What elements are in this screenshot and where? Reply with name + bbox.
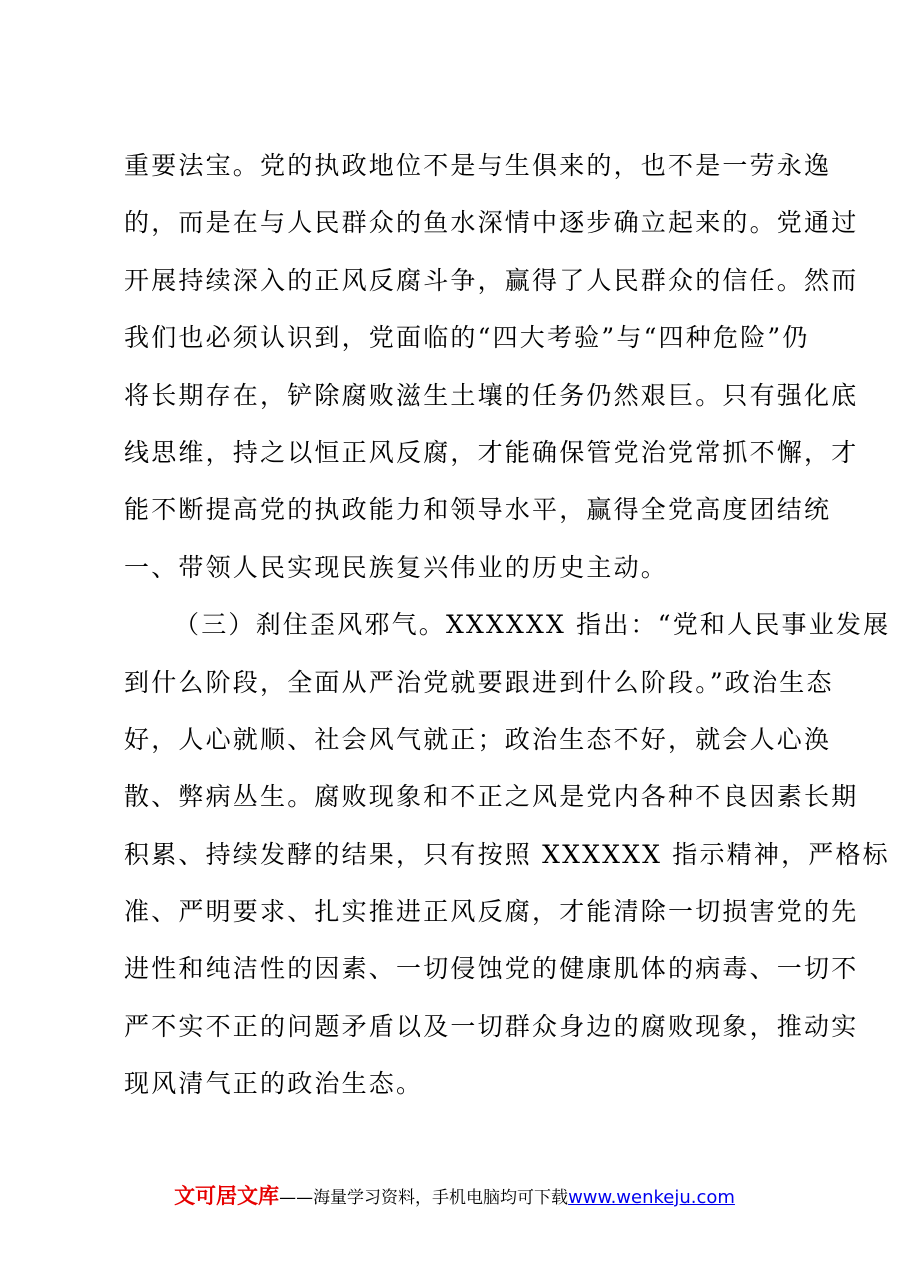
text-line: 到什么阶段，全面从严治党就要跟进到什么阶段。”政治生态 <box>124 667 834 697</box>
text-line: 现风清气正的政治生态。 <box>124 1069 424 1099</box>
body-text <box>124 137 891 1113</box>
text-line: 一、带领人民实现民族复兴伟业的历史主动。 <box>124 552 669 582</box>
text-line: 的，而是在与人民群众的鱼水深情中逐步确立起来的。党通过 <box>124 208 859 238</box>
footer-site-link[interactable]: www.wenkeju.com <box>568 1187 735 1208</box>
text-line: 积累、持续发酵的结果，只有按照 XXXXXX 指示精神，严格标 <box>124 839 890 869</box>
text-line: 线思维，持之以恒正风反腐，才能确保管党治党常抓不懈，才 <box>124 437 859 467</box>
text-line: 重要法宝。党的执政地位不是与生俱来的，也不是一劳永逸 <box>124 151 832 180</box>
text-line: 能不断提高党的执政能力和领导水平，赢得全党高度团结统 <box>124 495 832 525</box>
text-line: 将长期存在，铲除腐败滋生土壤的任务仍然艰巨。只有强化底 <box>124 380 859 410</box>
text-line: 我们也必须认识到，党面临的“四大考验”与“四种危险”仍 <box>124 323 810 353</box>
text-line: 进性和纯洁性的因素、一切侵蚀党的健康肌体的病毒、一切不 <box>124 954 859 984</box>
footer-slogan: ——海量学习资料，手机电脑均可下载 <box>279 1188 569 1208</box>
footer-banner <box>0 1180 909 1210</box>
text-line: （三）刹住歪风邪气。XXXXXX 指出：“党和人民事业发展 <box>174 610 891 640</box>
text-line: 开展持续深入的正风反腐斗争，赢得了人民群众的信任。然而 <box>124 265 859 295</box>
text-line: 散、弊病丛生。腐败现象和不正之风是党内各种不良因素长期 <box>124 782 859 812</box>
text-line: 好，人心就顺、社会风气就正；政治生态不好，就会人心涣 <box>124 724 832 754</box>
text-line: 准、严明要求、扎实推进正风反腐，才能清除一切损害党的先 <box>124 897 859 927</box>
text-line: 严不实不正的问题矛盾以及一切群众身边的腐败现象，推动实 <box>124 1011 859 1041</box>
footer-brand: 文可居文库 <box>174 1184 280 1208</box>
